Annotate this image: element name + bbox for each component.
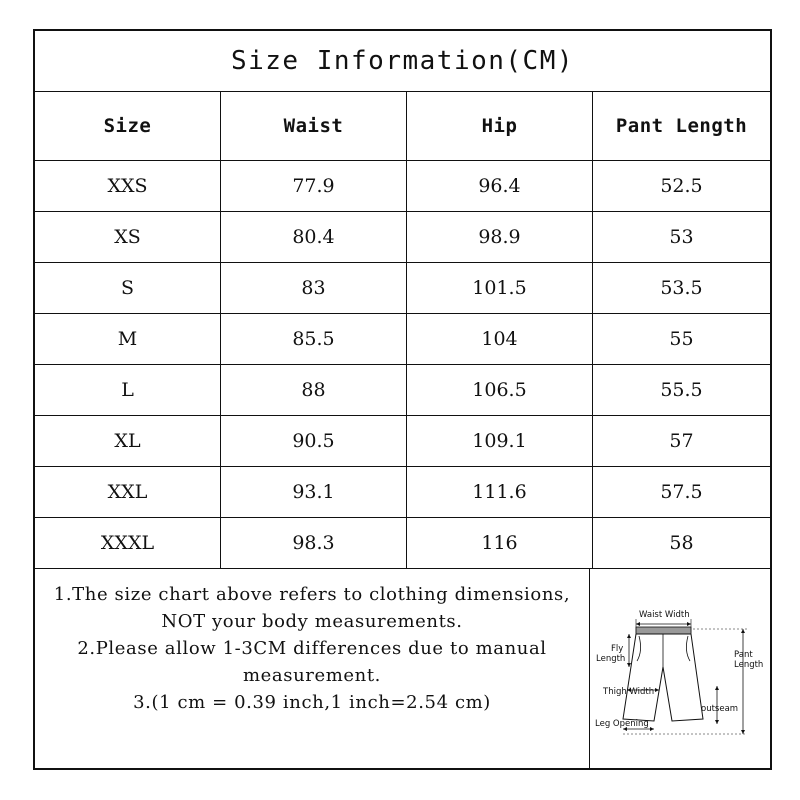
- cell-hip: 109.1: [407, 416, 593, 467]
- cell-hip: 101.5: [407, 263, 593, 314]
- cell-hip: 116: [407, 518, 593, 569]
- cell-pant-length: 57: [593, 416, 771, 467]
- header-pant-length: Pant Length: [593, 92, 771, 161]
- cell-waist: 77.9: [221, 161, 407, 212]
- cell-pant-length: 57.5: [593, 467, 771, 518]
- cell-pant-length: 52.5: [593, 161, 771, 212]
- header-size: Size: [35, 92, 221, 161]
- cell-hip: 96.4: [407, 161, 593, 212]
- shorts-measurement-icon: [591, 569, 770, 770]
- label-fly-1: Fly: [611, 644, 624, 654]
- cell-pant-length: 58: [593, 518, 771, 569]
- cell-size: XXS: [35, 161, 221, 212]
- cell-size: XXL: [35, 467, 221, 518]
- note-3: 3.(1 cm = 0.39 inch,1 inch=2.54 cm): [133, 692, 491, 713]
- label-outseam: outseam: [701, 704, 739, 714]
- label-leg-opening: Leg Opening: [595, 719, 649, 729]
- cell-waist: 85.5: [221, 314, 407, 365]
- size-chart-frame: [33, 29, 772, 770]
- label-fly-2: Length: [596, 654, 626, 664]
- label-waist-width: Waist Width: [639, 610, 690, 620]
- table-row: [35, 263, 770, 314]
- cell-waist: 83: [221, 263, 407, 314]
- table-row: [35, 467, 770, 518]
- cell-waist: 90.5: [221, 416, 407, 467]
- table-body: [35, 161, 770, 569]
- cell-pant-length: 53.5: [593, 263, 771, 314]
- cell-waist: 80.4: [221, 212, 407, 263]
- cell-size: XXXL: [35, 518, 221, 569]
- note-1: 1.The size chart above refers to clothing dimensions, NOT your body measurements.: [53, 584, 571, 632]
- cell-size: XS: [35, 212, 221, 263]
- cell-hip: 111.6: [407, 467, 593, 518]
- table-row: [35, 416, 770, 467]
- cell-hip: 104: [407, 314, 593, 365]
- cell-hip: 106.5: [407, 365, 593, 416]
- label-pant-2: Length: [734, 660, 764, 670]
- notes-panel: [35, 569, 590, 770]
- cell-size: S: [35, 263, 221, 314]
- cell-waist: 88: [221, 365, 407, 416]
- table-row: [35, 212, 770, 263]
- cell-size: L: [35, 365, 221, 416]
- table-row: [35, 161, 770, 212]
- cell-hip: 98.9: [407, 212, 593, 263]
- label-pant-1: Pant: [734, 650, 753, 660]
- table-row: [35, 518, 770, 569]
- cell-pant-length: 53: [593, 212, 771, 263]
- cell-pant-length: 55.5: [593, 365, 771, 416]
- header-hip: Hip: [407, 92, 593, 161]
- header-waist: Waist: [221, 92, 407, 161]
- size-table: [35, 92, 770, 569]
- chart-title: Size Information(CM): [35, 31, 770, 92]
- cell-waist: 93.1: [221, 467, 407, 518]
- label-thigh-width: Thigh Width: [603, 687, 655, 697]
- cell-size: XL: [35, 416, 221, 467]
- cell-pant-length: 55: [593, 314, 771, 365]
- note-2: 2.Please allow 1-3CM differences due to manual measurement.: [77, 638, 547, 686]
- table-row: [35, 365, 770, 416]
- cell-size: M: [35, 314, 221, 365]
- table-header-row: [35, 92, 770, 161]
- cell-waist: 98.3: [221, 518, 407, 569]
- table-row: [35, 314, 770, 365]
